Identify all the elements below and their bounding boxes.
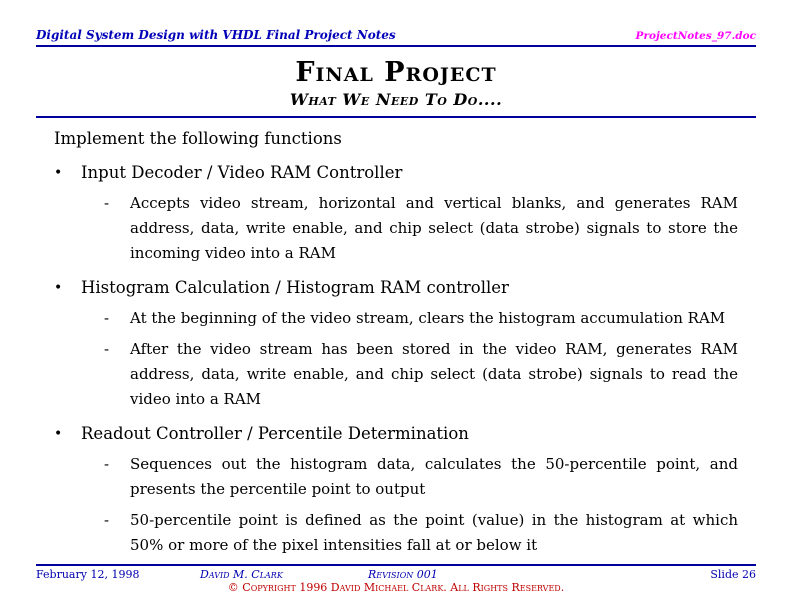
footer-revision: Revision 001 (368, 568, 438, 581)
intro-text: Implement the following functions (54, 129, 342, 148)
bullet-heading: Readout Controller / Percentile Determination (81, 424, 469, 443)
bullet-item (54, 276, 738, 300)
sub-bullet-text: Accepts video stream, horizontal and vertical blanks, and generates RAM address, data, write enable, and chip select (data strobe) signals to store the incoming video into a RAM (130, 194, 738, 262)
sub-bullet-item (54, 191, 738, 266)
header-rule (36, 45, 756, 47)
title-block (0, 58, 792, 110)
bullet-heading: Histogram Calculation / Histogram RAM controller (81, 278, 509, 297)
bullet-item (54, 422, 738, 446)
sub-bullet-item (54, 452, 738, 502)
dash-icon: - (104, 455, 110, 473)
sub-bullet-item (54, 337, 738, 412)
title-rule (36, 116, 756, 118)
bullet-icon: • (54, 280, 63, 296)
header-document-title: Digital System Design with VHDL Final Project Notes (36, 28, 396, 42)
dash-icon: - (104, 194, 110, 212)
page-footer (36, 568, 756, 582)
slide-body (54, 127, 738, 558)
footer-date: February 12, 1998 (36, 568, 140, 581)
footer-copyright: © Copyright 1996 David Michael Clark. All Rights Reserved. (227, 581, 565, 594)
dash-icon: - (104, 340, 110, 358)
footer-rule (36, 564, 756, 566)
slide-title: Final Project (295, 57, 497, 88)
footer-slide-number: Slide 26 (710, 568, 756, 581)
sub-bullet-text: Sequences out the histogram data, calculates the 50-percentile point, and presents the percentile point to output (130, 455, 738, 498)
slide-subtitle: What We Need To Do.... (289, 90, 503, 109)
sub-bullet-text: At the beginning of the video stream, clears the histogram accumulation RAM (130, 309, 726, 327)
header-filename: ProjectNotes_97.doc (635, 30, 756, 42)
dash-icon: - (104, 309, 110, 327)
dash-icon: - (104, 511, 110, 529)
bullet-icon: • (54, 426, 63, 442)
sub-bullet-item (54, 306, 738, 331)
page-header (36, 28, 756, 42)
footer-author: David M. Clark (200, 568, 283, 581)
sub-bullet-text: After the video stream has been stored in the video RAM, generates RAM address, data, write enable, and chip select (data strobe) signals to read the video into a RAM (130, 340, 738, 408)
bullet-icon: • (54, 165, 63, 181)
sub-bullet-text: 50-percentile point is defined as the point (value) in the histogram at which 50% or more of the pixel intensities fall at or below it (130, 511, 738, 554)
bullet-item (54, 161, 738, 185)
bullet-heading: Input Decoder / Video RAM Controller (81, 163, 403, 182)
sub-bullet-item (54, 508, 738, 558)
